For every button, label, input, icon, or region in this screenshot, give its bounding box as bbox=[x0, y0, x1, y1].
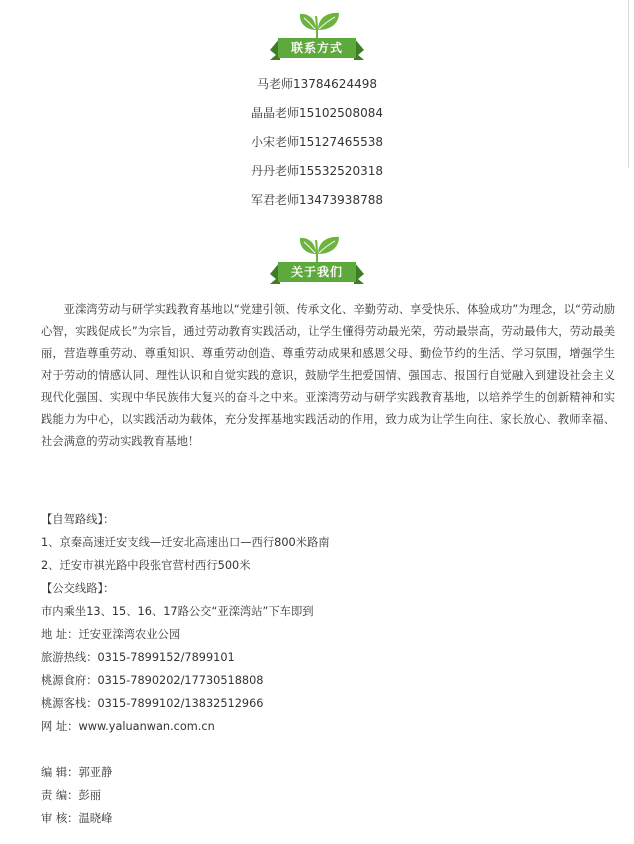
about-paragraph: 亚滦湾劳动与研学实践教育基地以“党建引领、传承文化、辛勤劳动、享受快乐、体验成功”为理念，以“劳动励心智，实践促成长”为宗旨，通过劳动教育实践活动，让学生懂得劳动最光荣，劳动最崇高，劳动最伟大，劳动最美丽，营造尊重劳动、尊重知识、尊重劳动创造、尊重劳动成果和感恩父母、勤俭节约的生活、学习氛围，增强学生对于劳动的情感认同、理性认识和自觉实践的意识，鼓励学生把爱国情、强国志、报国行自觉融入到建设社会主义现代化强国、实现中华民族伟大复兴的奋斗之中来。亚滦湾劳动与研学实践教育基地，以培养学生的创新精神和实践能力为中心，以实践活动为载体，充分发挥基地实践活动的作用，致力成为让学生向往、家长放心、教师幸福、社会满意的劳动实践教育基地！ bbox=[41, 303, 615, 448]
contact-line: 小宋老师15127465538 bbox=[251, 135, 383, 149]
contact-line: 晶晶老师15102508084 bbox=[251, 106, 383, 120]
transit-line: 市内乘坐13、15、16、17路公交“亚滦湾站”下车即到 bbox=[41, 605, 314, 618]
sprout-icon bbox=[300, 237, 339, 262]
editor-line: 编 辑：郭亚静 bbox=[41, 766, 113, 779]
contact-line: 马老师13784624498 bbox=[257, 77, 377, 91]
inn-phone: 桃源客栈：0315-7899102/13832512966 bbox=[41, 697, 264, 710]
sprout-banner-graphic bbox=[0, 232, 634, 294]
tour-hotline: 旅游热线：0315-7899152/7899101 bbox=[41, 651, 235, 664]
responsible-editor-line: 责 编：彭丽 bbox=[41, 789, 102, 802]
reviewer-line: 审 核：温晓峰 bbox=[41, 812, 113, 825]
about-title: 关于我们 bbox=[290, 265, 343, 279]
contact-title: 联系方式 bbox=[290, 41, 343, 55]
contact-line: 军君老师13473938788 bbox=[251, 193, 383, 207]
transit-heading: 【公交线路】： bbox=[41, 582, 115, 595]
address-line: 地 址：迁安亚滦湾农业公园 bbox=[41, 628, 181, 641]
contact-section-header bbox=[0, 8, 634, 70]
sprout-banner-graphic bbox=[0, 8, 634, 70]
about-section-header bbox=[0, 232, 634, 294]
route-line: 1、京秦高速迁安支线—迁安北高速出口—西行800米路南 bbox=[41, 536, 330, 549]
route-line: 2、迁安市祺光路中段张官营村西行500米 bbox=[41, 559, 251, 572]
self-drive-heading: 【自驾路线】： bbox=[41, 513, 115, 526]
contact-line: 丹丹老师15532520318 bbox=[251, 164, 383, 178]
canteen-phone: 桃源食府：0315-7890202/17730518808 bbox=[41, 674, 264, 687]
website-line: 网 址：www.yaluanwan.com.cn bbox=[41, 720, 215, 733]
sprout-icon bbox=[300, 13, 339, 38]
